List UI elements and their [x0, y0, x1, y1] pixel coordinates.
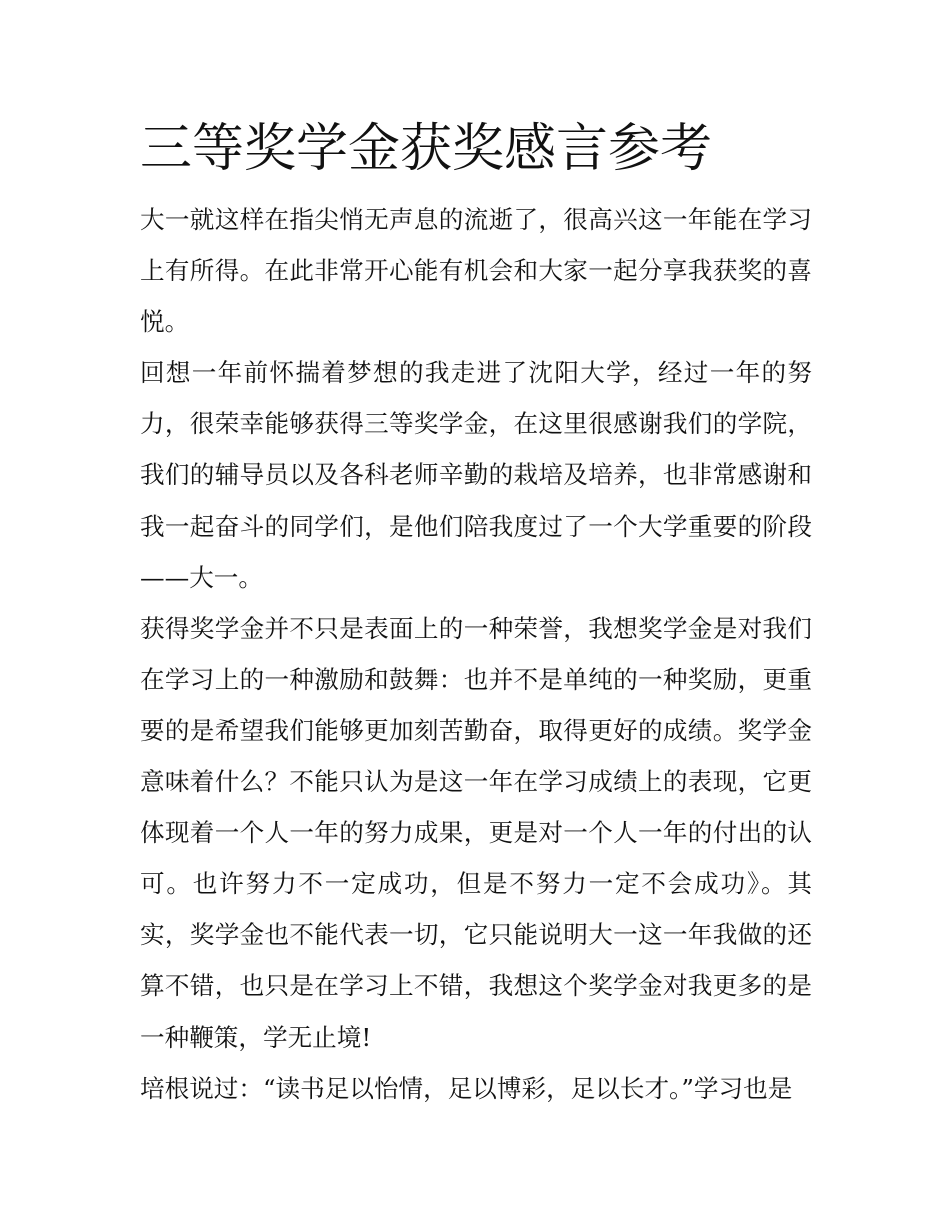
document-body [140, 194, 812, 1114]
paragraph: 大一就这样在指尖悄无声息的流逝了，很高兴这一年能在学习上有所得。在此非常开心能有机会和大家一起分享我获奖的喜悦。 [140, 205, 812, 337]
paragraph: 回想一年前怀揣着梦想的我走进了沈阳大学，经过一年的努力，很荣幸能够获得三等奖学金，在这里很感谢我们的学院，我们的辅导员以及各科老师辛勤的栽培及培养，也非常感谢和我一起奋斗的同学们，是他们陪我度过了一个大学重要的阶段——大一。 [140, 358, 812, 592]
paragraph: 获得奖学金并不只是表面上的一种荣誉，我想奖学金是对我们在学习上的一种激励和鼓舞：也并不是单纯的一种奖励，更重要的是希望我们能够更加刻苦勤奋，取得更好的成绩。奖学金意味着什么？不能只认为是这一年在学习成绩上的表现，它更体现着一个人一年的努力成果，更是对一个人一年的付出的认可。也许努力不一定成功，但是不努力一定不会成功》。其实，奖学金也不能代表一切，它只能说明大一这一年我做的还算不错，也只是在学习上不错，我想这个奖学金对我更多的是一种鞭策，学无止境! [140, 613, 812, 1052]
document-title: 三等奖学金获奖感言参考 [140, 119, 713, 179]
paragraph: 培根说过：“读书足以怡情，足以博彩，足以长才。”学习也是 [140, 1073, 793, 1103]
document-page [140, 118, 812, 1114]
